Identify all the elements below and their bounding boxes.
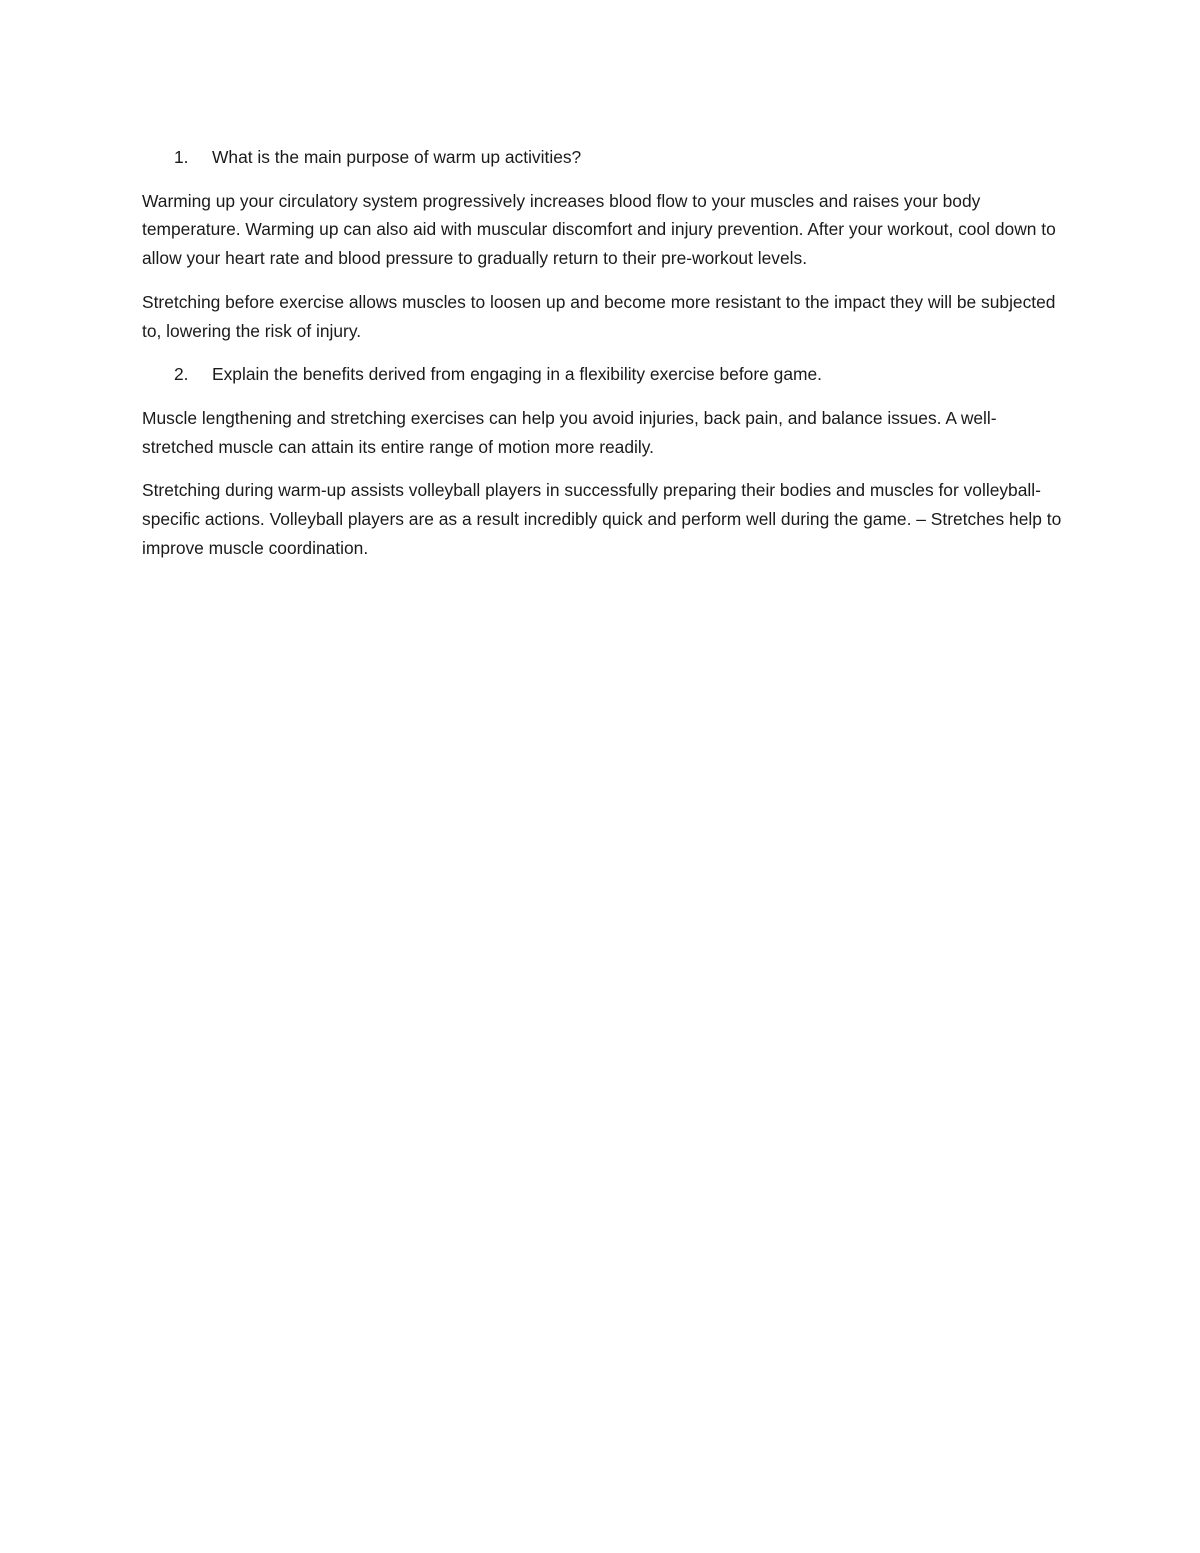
answer-paragraph: Stretching during warm-up assists volleyball players in successfully preparing their bodies and muscles for volleyball-specific actions. Volleyball players are as a result incredibly quick and perform well during the game. – Stretches help to improve muscle coordination. bbox=[142, 480, 1062, 558]
answer-paragraph: Warming up your circulatory system progressively increases blood flow to your muscles and raises your body temperature. Warming up can also aid with muscular discomfort and injury prevention. After your workout, cool down to allow your heart rate and blood pressure to gradually return to their pre-workout levels. bbox=[142, 190, 1056, 269]
question-1 bbox=[142, 143, 1062, 172]
answer-paragraph: Muscle lengthening and stretching exercises can help you avoid injuries, back pain, and balance issues. A well-stretched muscle can attain its entire range of motion more readily. bbox=[142, 407, 997, 457]
document-body bbox=[142, 143, 1062, 577]
question-number: 2. bbox=[174, 364, 189, 385]
answer-paragraph: Stretching before exercise allows muscles to loosen up and become more resistant to the impact they will be subjected to, lowering the risk of injury. bbox=[142, 291, 1056, 341]
question-number: 1. bbox=[174, 147, 189, 167]
question-2 bbox=[142, 360, 1062, 389]
question-text: What is the main purpose of warm up activities? bbox=[212, 147, 582, 167]
question-text: Explain the benefits derived from engaging in a flexibility exercise before game. bbox=[212, 364, 822, 385]
